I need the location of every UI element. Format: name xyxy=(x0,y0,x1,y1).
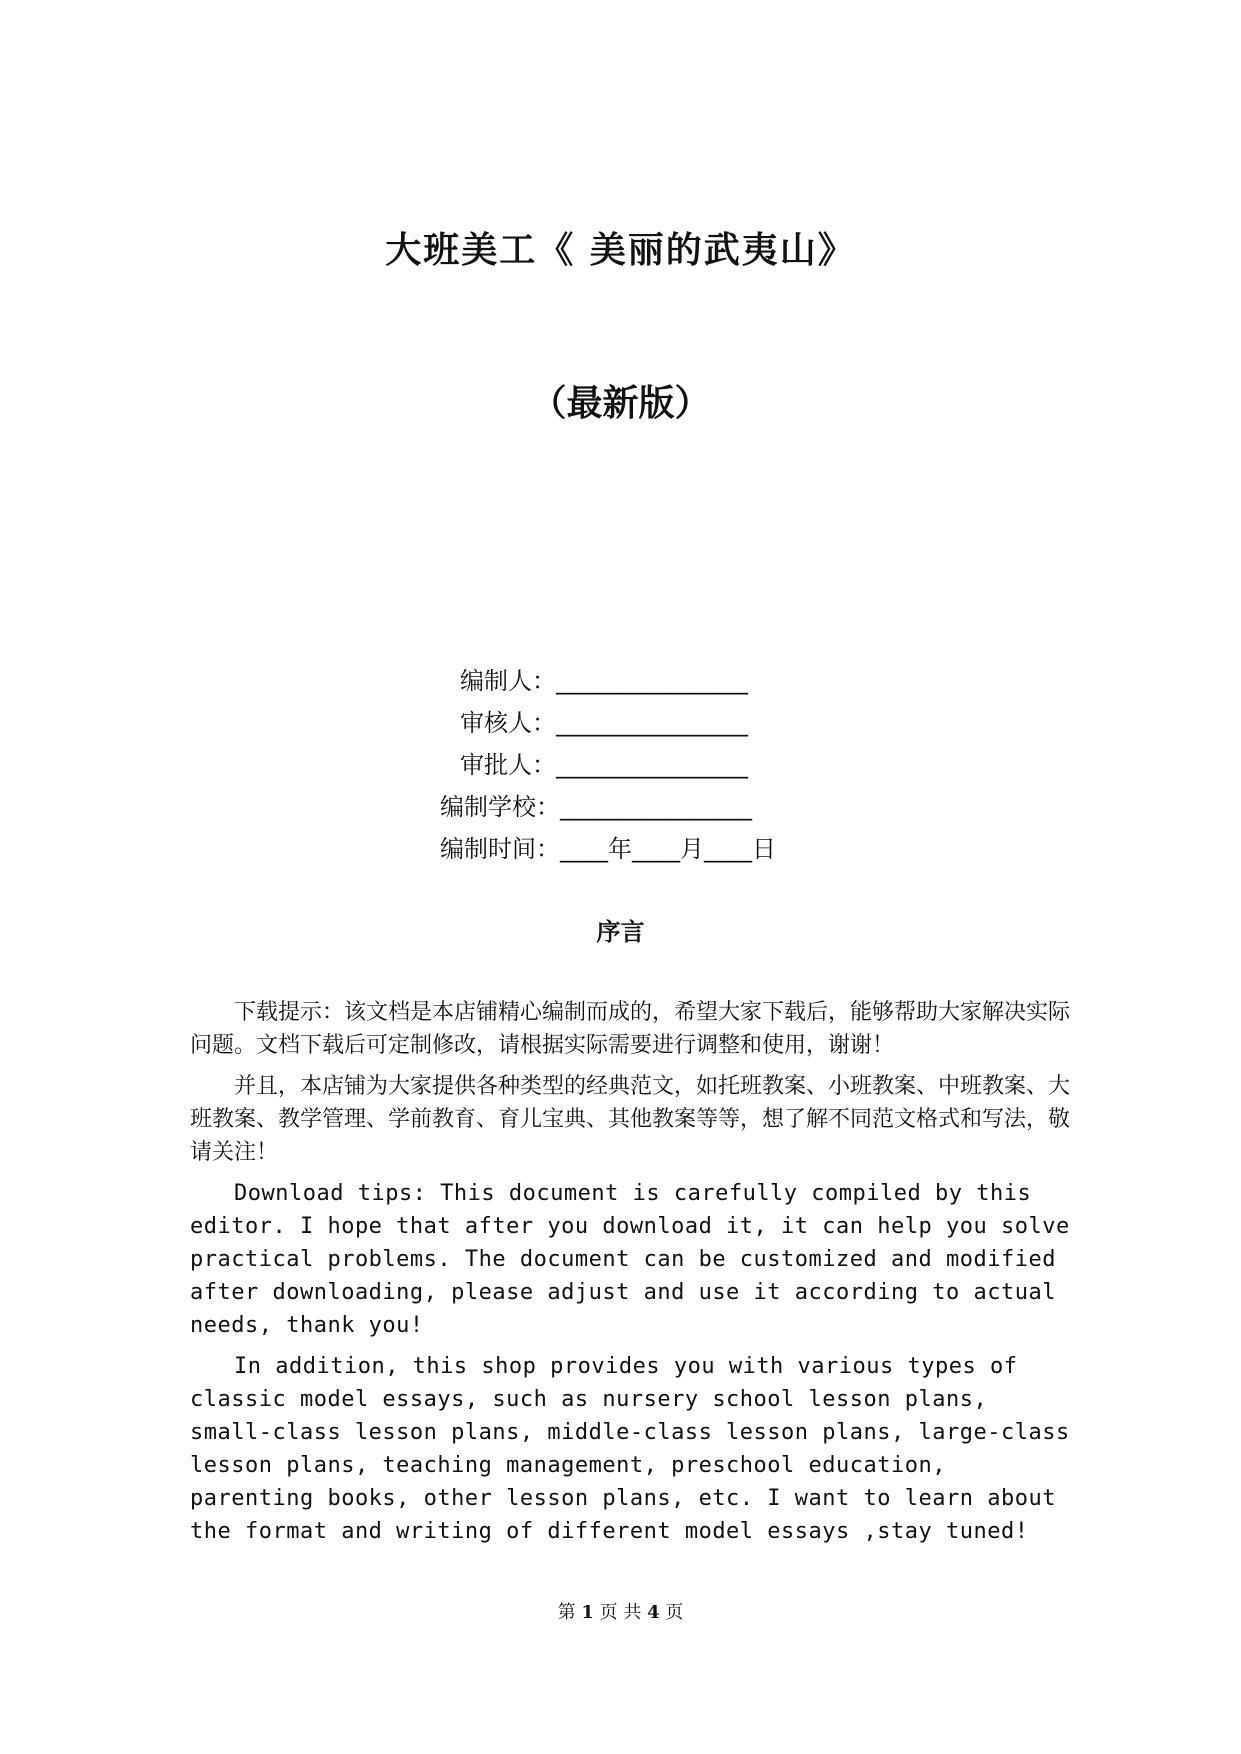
field-label: 审批人： xyxy=(460,751,556,779)
document-title: 大班美工《 美丽的武夷山》 xyxy=(385,230,856,271)
field-label: 编制时间： xyxy=(440,835,560,863)
field-blank: ________________ xyxy=(556,709,748,737)
field-date xyxy=(440,828,776,870)
footer-middle: 页 共 xyxy=(599,1602,642,1623)
field-label: 审核人： xyxy=(460,709,556,737)
document-subtitle: （最新版） xyxy=(530,383,711,424)
approval-fields xyxy=(440,660,776,870)
page-footer xyxy=(0,1598,1241,1624)
field-blank: ____年____月____日 xyxy=(560,835,776,863)
paragraph-shop-intro-cn: 并且，本店铺为大家提供各种类型的经典范文，如托班教案、小班教案、中班教案、大班教案、教学管理、学前教育、育儿宝典、其他教案等等，想了解不同范文格式和写法，敬请关注！ xyxy=(190,1074,1071,1165)
field-reviewer xyxy=(440,702,776,744)
footer-page-number: 1 xyxy=(581,1602,594,1623)
footer-total-pages: 4 xyxy=(647,1602,660,1623)
field-blank: ________________ xyxy=(556,751,748,779)
preface-heading: 序言 xyxy=(596,918,645,946)
paragraph-download-tip-en: Download tips: This document is carefully compiled by this editor. I hope that after you download it, it can help you solve practical problems. The document can be customized and modified after downloading, please adjust and use it according to actual needs, thank you! xyxy=(190,1181,1070,1338)
footer-suffix: 页 xyxy=(665,1602,684,1623)
field-blank: ________________ xyxy=(560,793,752,821)
footer-prefix: 第 xyxy=(557,1602,576,1623)
field-blank: ________________ xyxy=(556,667,748,695)
paragraph-download-tip-cn: 下载提示：该文档是本店铺精心编制而成的，希望大家下载后，能够帮助大家解决实际问题。文档下载后可定制修改，请根据实际需要进行调整和使用，谢谢！ xyxy=(190,1000,1071,1058)
field-school xyxy=(440,786,776,828)
field-label: 编制人： xyxy=(460,667,556,695)
field-compiler xyxy=(440,660,776,702)
field-approver xyxy=(440,744,776,786)
paragraph-shop-intro-en: In addition, this shop provides you with various types of classic model essays, such as nursery school lesson plans, small-class lesson plans, middle-class lesson plans, large-class lesson plans, teaching management, preschool education, parenting books, other lesson plans, etc. I want to learn about the format and writing of different model essays ,stay tuned! xyxy=(190,1354,1070,1544)
field-label: 编制学校： xyxy=(440,793,560,821)
preface-body xyxy=(190,996,1070,1556)
